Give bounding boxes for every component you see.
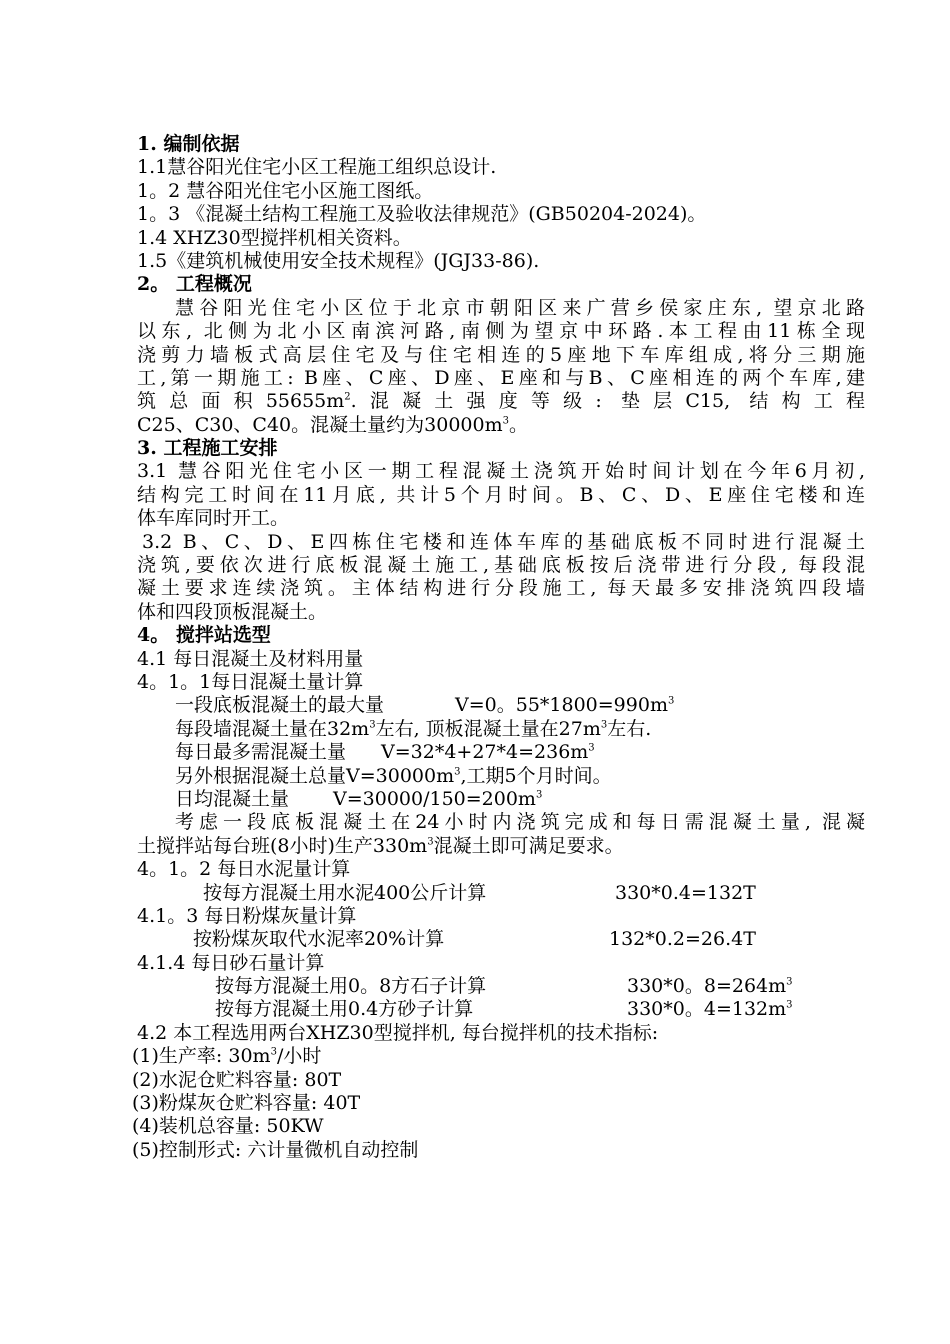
calc-line-2 (137, 718, 865, 741)
calc-text: 左右, 顶板混凝土量在27m (375, 717, 601, 740)
calc-text: 每段墙混凝土量在32m (175, 717, 370, 740)
superscript: 3 (588, 742, 595, 754)
superscript: 3 (600, 719, 608, 731)
basis-item-1-4: 1.4 XHZ30型搅拌机相关资料。 (137, 226, 412, 249)
superscript: 2 (344, 391, 351, 403)
superscript: 3 (270, 1046, 277, 1058)
calc-formula: 330*0。4=132m (627, 998, 787, 1021)
sand-calc-line (137, 998, 865, 1021)
section-2-heading: 2。 工程概况 (137, 273, 252, 296)
section-1-heading: 1. 编制依据 (137, 133, 240, 155)
schedule-3-1-line-3: 体车库同时开工。 (137, 507, 290, 530)
calc-formula: 132*0.2=26.4T (609, 928, 756, 951)
calc-formula: 330*0。8=264m (627, 975, 787, 998)
superscript: 3 (502, 415, 509, 427)
calc-label: 按每方混凝土用水泥400公斤计算 (203, 881, 487, 904)
overview-line-2: 以东, 北侧为北小区南滨河路,南侧为望京中环路.本工程由11栋全现 (137, 320, 865, 343)
spec-item-2: (2)水泥仓贮料容量: 80T (132, 1068, 342, 1091)
superscript: 3 (786, 976, 793, 988)
superscript: 3 (369, 719, 376, 731)
schedule-3-1-line-1: 3.1 慧谷阳光住宅小区一期工程混凝土浇筑开始时间计划在今年6月初, (137, 460, 865, 483)
calc-line-1 (137, 694, 865, 717)
calc-label: 日均混凝土量 (175, 787, 290, 810)
section-3-heading: 3. 工程施工安排 (137, 437, 278, 460)
calc-formula: V=32*4+27*4=236m (381, 741, 589, 764)
subsection-4-1-3: 4.1。3 每日粉煤灰量计算 (137, 904, 357, 927)
spec-text: /小时 (276, 1045, 322, 1068)
calc-label: 每日最多需混凝土量 (175, 741, 347, 764)
basis-item-1-2: 1。2 慧谷阳光住宅小区施工图纸。 (137, 179, 434, 202)
schedule-3-2-line-2: 浇筑,要依次进行底板混凝土施工,基础底板按后浇带进行分段, 每段混 (137, 554, 865, 577)
calc-line-5 (137, 788, 865, 811)
schedule-3-2-line-4: 体和四段顶板混凝土。 (137, 600, 328, 623)
spec-item-3: (3)粉煤灰仓贮料容量: 40T (132, 1092, 361, 1115)
basis-item-1-3: 1。3 《混凝土结构工程施工及验收法律规范》(GB50204-2024)。 (137, 203, 707, 226)
overview-line-6 (137, 414, 865, 437)
calc-formula: V=30000/150=200m (333, 787, 536, 810)
subsection-4-1-1: 4。1。1每日混凝土量计算 (137, 670, 364, 693)
document-page (132, 133, 865, 1162)
flyash-calc-line (137, 928, 865, 951)
spec-text: (1)生产率: 30m (132, 1045, 271, 1068)
subsection-4-1: 4.1 每日混凝土及材料用量 (137, 647, 364, 670)
calc-text: 左右. (607, 717, 652, 740)
superscript: 3 (454, 766, 461, 778)
section-4-heading: 4。 搅拌站选型 (137, 624, 271, 647)
superscript: 3 (667, 696, 675, 708)
superscript: 3 (427, 836, 434, 848)
spec-item-4: (4)装机总容量: 50KW (132, 1115, 324, 1138)
subsection-4-1-2: 4。1。2 每日水泥量计算 (137, 858, 351, 881)
schedule-3-2-line-3: 凝土要求连续浇筑。主体结构进行分段施工, 每天最多安排浇筑四段墙 (137, 577, 865, 600)
calc-label: 按粉煤灰取代水泥率20%计算 (193, 928, 445, 951)
overview-line-3: 浇剪力墙板式高层住宅及与住宅相连的5座地下车库组成,将分三期施 (137, 343, 865, 366)
calc-line-6: 考虑一段底板混凝土在24小时内浇筑完成和每日需混凝土量, 混凝 (175, 811, 865, 834)
overview-volume-end: 。 (508, 413, 528, 436)
spec-item-1 (132, 1045, 865, 1068)
calc-label: 按每方混凝土用0.4方砂子计算 (215, 998, 474, 1021)
superscript: 3 (786, 1000, 793, 1012)
calc-text: ,工期5个月时间。 (460, 764, 612, 787)
calc-text: 土搅拌站每台班(8小时)生产330m (137, 834, 428, 857)
calc-formula: V=0。55*1800=990m (455, 694, 668, 717)
overview-area-text: 筑总面积55655m (137, 390, 345, 413)
schedule-3-1-line-2: 结构完工时间在11月底, 共计5个月时间。B、C、D、E座住宅楼和连 (137, 483, 865, 506)
overview-line-4: 工,第一期施工: B座、C座、D座、E座和与B、C座相连的两个车库,建 (137, 366, 865, 389)
cement-calc-line (137, 882, 865, 905)
calc-label: 一段底板混凝土的最大量 (175, 694, 385, 717)
basis-item-1-1: 1.1慧谷阳光住宅小区工程施工组织总设计. (137, 156, 497, 179)
schedule-3-2-line-1: 3.2 B、C、D、E四栋住宅楼和连体车库的基础底板不同时进行混凝土 (142, 530, 865, 553)
overview-line-1: 慧谷阳光住宅小区位于北京市朝阳区来广营乡侯家庄东, 望京北路 (175, 296, 865, 319)
calc-line-7 (137, 835, 865, 858)
calc-text: 另外根据混凝土总量V=30000m (175, 764, 455, 787)
overview-grade-text: .混凝土强度等级: 垫层C15, 结构工程 (350, 390, 865, 413)
subsection-4-2: 4.2 本工程选用两台XHZ30型搅拌机, 每台搅拌机的技术指标: (137, 1021, 659, 1044)
basis-item-1-5: 1.5《建筑机械使用安全技术规程》(JGJ33-86). (137, 249, 540, 272)
calc-formula: 330*0.4=132T (615, 881, 756, 904)
calc-text: 混凝土即可满足要求。 (433, 834, 624, 857)
spec-item-5: (5)控制形式: 六计量微机自动控制 (132, 1138, 419, 1161)
overview-volume-text: C25、C30、C40。混凝土量约为30000m (137, 413, 503, 436)
subsection-4-1-4: 4.1.4 每日砂石量计算 (137, 951, 325, 974)
calc-label: 按每方混凝土用0。8方石子计算 (215, 975, 487, 998)
stone-calc-line (137, 975, 865, 998)
calc-line-4 (137, 765, 865, 788)
overview-line-5 (137, 390, 865, 413)
superscript: 3 (535, 789, 543, 801)
calc-line-3 (137, 741, 865, 764)
